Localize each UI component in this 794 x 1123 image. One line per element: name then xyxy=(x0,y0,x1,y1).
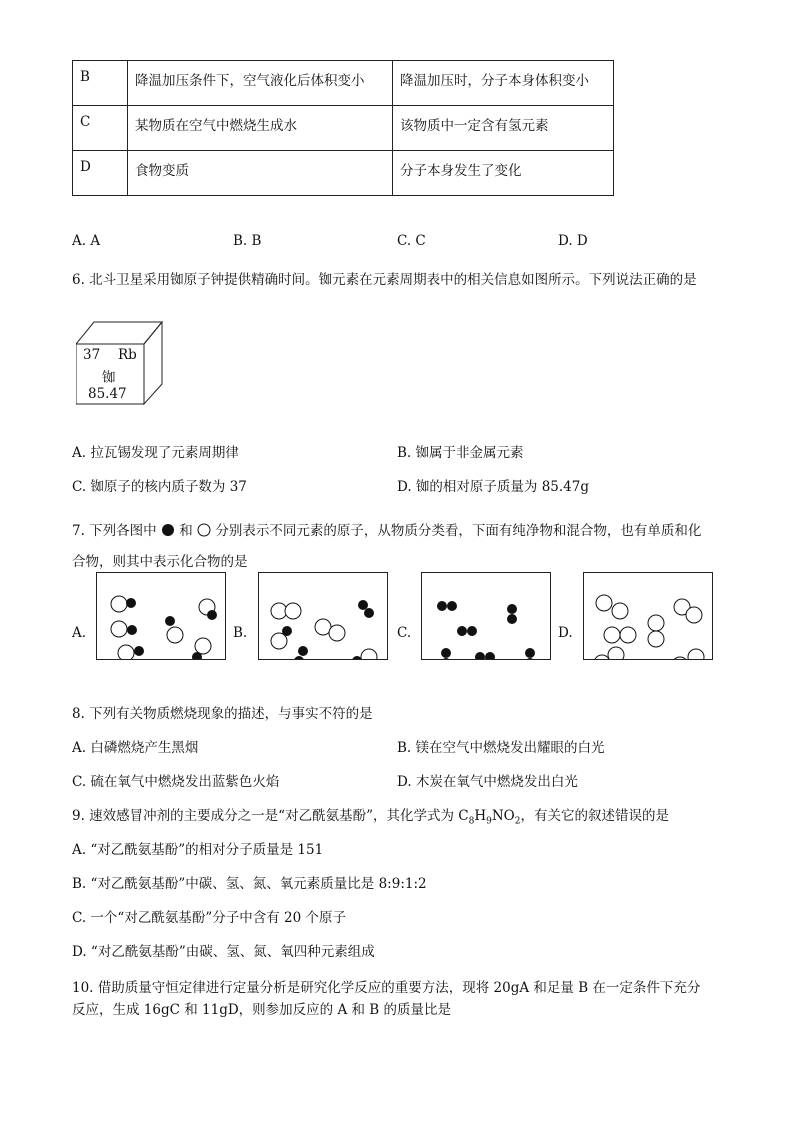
formula-sub: 2 xyxy=(514,816,521,827)
table-row xyxy=(73,151,614,196)
q7-diagram-a[interactable] xyxy=(96,572,226,660)
atomic-mass: 85.47 xyxy=(88,386,127,402)
q9-stem-b: ，有关它的叙述错误的是 xyxy=(520,808,669,824)
q7-label-d[interactable]: D. xyxy=(558,625,573,641)
q7-diagram-c[interactable] xyxy=(421,572,551,660)
q9-stem-a: 9. 速效感冒冲剂的主要成分之一是“对乙酰氨基酚”，其化学式为 C xyxy=(72,808,469,824)
q5-option-a[interactable]: A. A xyxy=(72,233,101,249)
q7-stem-b: 和 xyxy=(179,523,193,539)
periodic-table-cell xyxy=(76,320,186,406)
element-symbol: Rb xyxy=(118,347,137,363)
q7-label-c[interactable]: C. xyxy=(397,625,412,641)
q7-stem-c: 分别表示不同元素的原子，从物质分类看，下面有纯净物和混合物，也有单质和化 xyxy=(215,523,702,539)
q5-option-b[interactable]: B. B xyxy=(233,233,262,249)
q7-diagram-d[interactable] xyxy=(583,572,713,660)
q9-option-b[interactable]: B. “对乙酰氨基酚”中碳、氢、氮、氧元素质量比是 8:9:1:2 xyxy=(72,876,427,892)
q8-option-d[interactable]: D. 木炭在氧气中燃烧发出白光 xyxy=(397,774,578,790)
row-fact: 食物变质 xyxy=(128,151,393,196)
atomic-number: 37 xyxy=(83,347,101,363)
formula-sub: 9 xyxy=(486,816,492,827)
q5-option-c[interactable]: C. C xyxy=(397,233,426,249)
q7-stem-line2: 合物，则其中表示化合物的是 xyxy=(72,554,248,570)
q5-option-d[interactable]: D. D xyxy=(558,233,588,249)
formula-part: NO xyxy=(491,808,515,824)
molecule-diagram xyxy=(422,573,550,659)
q6-option-c[interactable]: C. 铷原子的核内质子数为 37 xyxy=(72,479,247,495)
row-fact: 某物质在空气中燃烧生成水 xyxy=(128,106,393,151)
row-letter: B xyxy=(73,61,128,106)
q6-stem: 6. 北斗卫星采用铷原子钟提供精确时间。铷元素在元素周期表中的相关信息如图所示。下列说法正确的是 xyxy=(72,272,697,288)
row-letter: D xyxy=(73,151,128,196)
q9-option-a[interactable]: A. “对乙酰氨基酚”的相对分子质量是 151 xyxy=(72,842,324,858)
q7-stem-a: 7. 下列各图中 xyxy=(72,523,157,539)
q8-option-c[interactable]: C. 硫在氧气中燃烧发出蓝紫色火焰 xyxy=(72,774,280,790)
row-fact: 降温加压条件下，空气液化后体积变小 xyxy=(128,61,393,106)
molecule-diagram xyxy=(97,573,225,659)
q9-option-d[interactable]: D. “对乙酰氨基酚”由碳、氢、氮、氧四种元素组成 xyxy=(72,944,375,960)
q8-option-b[interactable]: B. 镁在空气中燃烧发出耀眼的白光 xyxy=(397,740,605,756)
element-name: 铷 xyxy=(102,370,116,386)
table-row xyxy=(73,106,614,151)
q9-stem xyxy=(72,804,669,827)
formula-sub: 8 xyxy=(468,816,475,827)
molecule-diagram xyxy=(584,573,712,659)
q7-label-b[interactable]: B. xyxy=(233,625,248,641)
row-explain: 该物质中一定含有氢元素 xyxy=(393,106,614,151)
q8-stem: 8. 下列有关物质燃烧现象的描述，与事实不符的是 xyxy=(72,706,373,722)
q9-option-c[interactable]: C. 一个“对乙酰氨基酚”分子中含有 20 个原子 xyxy=(72,910,346,926)
q10-stem-line1: 10. 借助质量守恒定律进行定量分析是研究化学反应的重要方法，现将 20gA 和足量 B 在一定条件下充分 xyxy=(72,980,701,996)
row-explain: 分子本身发生了变化 xyxy=(393,151,614,196)
black-atom-icon xyxy=(161,523,175,537)
q7-diagram-b[interactable] xyxy=(258,572,388,660)
q5-table xyxy=(72,60,614,196)
q6-option-a[interactable]: A. 拉瓦锡发现了元素周期律 xyxy=(72,445,239,461)
row-letter: C xyxy=(73,106,128,151)
q7-stem xyxy=(72,519,701,539)
q8-option-a[interactable]: A. 白磷燃烧产生黑烟 xyxy=(72,740,199,756)
q6-option-b[interactable]: B. 铷属于非金属元素 xyxy=(397,445,524,461)
table-row xyxy=(73,61,614,106)
white-atom-icon xyxy=(197,523,211,537)
q6-option-d[interactable]: D. 铷的相对原子质量为 85.47g xyxy=(397,479,590,495)
formula-part: H xyxy=(474,808,487,824)
q7-label-a[interactable]: A. xyxy=(72,625,87,641)
row-explain: 降温加压时，分子本身体积变小 xyxy=(393,61,614,106)
q10-stem-line2: 反应，生成 16gC 和 11gD，则参加反应的 A 和 B 的质量比是 xyxy=(72,1002,452,1018)
molecule-diagram xyxy=(259,573,387,659)
